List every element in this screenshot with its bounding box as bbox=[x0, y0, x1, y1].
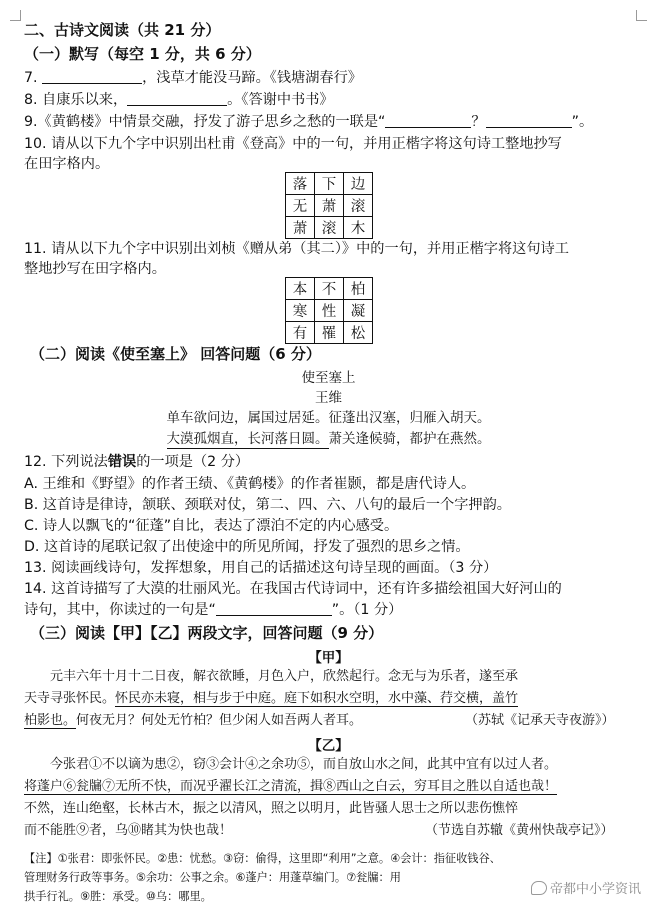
grid-cell: 木 bbox=[344, 217, 373, 239]
passage-yi-line-3: 不然，连山绝壑，长林古木，振之以清风，照之以明月，此皆骚人思士之所以悲伤憔悴 bbox=[24, 801, 519, 816]
passage-jia-label: 【甲】 bbox=[308, 650, 349, 666]
passage-yi-line-2 bbox=[24, 778, 557, 796]
char-grid-2 bbox=[285, 277, 373, 344]
question-10-line1: 10. 请从以下九个字中识别出杜甫《登高》中的一句，并用正楷字将这句诗工整地抄写 bbox=[24, 136, 562, 152]
grid-cell: 落 bbox=[286, 173, 315, 195]
watermark: 帝都中小学资讯 bbox=[531, 878, 641, 897]
poem-line-1: 单车欲问边，属国过居延。征蓬出汉塞，归雁入胡天。 bbox=[166, 410, 491, 426]
poem-line-2: 大漠孤烟直，长河落日圆。萧关逢候骑，都护在燕然。 bbox=[166, 431, 491, 447]
grid-cell: 有 bbox=[286, 322, 315, 344]
answer-blank[interactable] bbox=[385, 113, 471, 128]
passage-yi-line-4: 而不能胜⑨者，乌⑩睹其为快也哉！ bbox=[24, 823, 233, 838]
question-12: 12. 下列说法错误的一项是（2 分） bbox=[24, 454, 250, 470]
passage-yi-label: 【乙】 bbox=[308, 738, 349, 754]
question-10-line2: 在田字格内。 bbox=[24, 156, 110, 172]
grid-cell: 不 bbox=[315, 278, 344, 300]
underlined-verse: 大漠孤烟直，长河落日圆。 bbox=[166, 431, 329, 447]
question-7: 7. ，浅草才能没马蹄。《钱塘湖春行》 bbox=[24, 70, 362, 86]
passage-jia-source: （苏轼《记承天寺夜游》） bbox=[465, 713, 615, 728]
answer-blank[interactable] bbox=[216, 601, 332, 616]
section-title: 二、古诗文阅读（共 21 分） bbox=[24, 21, 221, 39]
grid-cell: 无 bbox=[286, 195, 315, 217]
question-9: 9.《黄鹤楼》中情景交融，抒发了游子思乡之愁的一联是“ ？ ”。 bbox=[24, 114, 594, 130]
poem-title: 使至塞上 bbox=[301, 370, 356, 386]
grid-cell: 罹 bbox=[315, 322, 344, 344]
underlined-sentence: 将蓬户⑥瓮牖⑦无所不快，而况乎濯长江之清流，揖⑧西山之白云，穷耳目之胜以自适也哉！ bbox=[24, 779, 558, 794]
grid-cell: 边 bbox=[344, 173, 373, 195]
notes-line-1: 【注】①张君：即张怀民。②患：忧愁。③窃：偷得，这里即“利用”之意。④会计：指征收钱谷、 bbox=[24, 852, 501, 865]
part3-title: （三）阅读【甲】【乙】两段文字，回答问题（9 分） bbox=[30, 624, 384, 642]
crop-mark-top-left bbox=[10, 10, 21, 21]
question-13: 13. 阅读画线诗句，发挥想象，用自己的话描述这句诗呈现的画面。（3 分） bbox=[24, 560, 498, 576]
grid-cell: 本 bbox=[286, 278, 315, 300]
question-14-line1: 14. 这首诗描写了大漠的壮丽风光。在我国古代诗词中，还有许多描绘祖国大好河山的 bbox=[24, 581, 562, 597]
grid-cell: 下 bbox=[315, 173, 344, 195]
answer-blank[interactable] bbox=[42, 69, 142, 84]
answer-blank[interactable] bbox=[486, 113, 572, 128]
question-8: 8. 自康乐以来， 。《答谢中书书》 bbox=[24, 92, 334, 108]
grid-cell: 凝 bbox=[344, 300, 373, 322]
passage-yi-line-1: 今张君①不以谪为患②，窃③会计④之余功⑤，而自放山水之间，此其中宜有以过人者。 bbox=[50, 757, 558, 772]
passage-jia-line-2: 天寺寻张怀民。怀民亦未寝，相与步于中庭。庭下如积水空明，水中藻、荇交横，盖竹 bbox=[24, 691, 519, 706]
grid-cell: 性 bbox=[315, 300, 344, 322]
part1-title: （一）默写（每空 1 分，共 6 分） bbox=[24, 45, 261, 63]
grid-cell: 滚 bbox=[315, 217, 344, 239]
chat-bubble-icon bbox=[531, 881, 547, 895]
grid-cell: 萧 bbox=[286, 217, 315, 239]
question-11-line1: 11. 请从以下九个字中识别出刘桢《赠从弟（其二）》中的一句，并用正楷字将这句诗工 bbox=[24, 241, 569, 257]
char-grid-1 bbox=[285, 172, 373, 239]
underlined-sentence: 柏影也。 bbox=[24, 713, 77, 728]
grid-cell: 松 bbox=[344, 322, 373, 344]
poem-author: 王维 bbox=[315, 390, 342, 406]
option-a[interactable]: A. 王维和《野望》的作者王绩、《黄鹤楼》的作者崔颢，都是唐代诗人。 bbox=[24, 476, 476, 492]
grid-cell: 滚 bbox=[344, 195, 373, 217]
answer-blank[interactable] bbox=[127, 91, 227, 106]
notes-line-2: 管理财务行政等事务。⑤余功：公事之余。⑥蓬户：用蓬草编门。⑦瓮牖：用 bbox=[24, 871, 401, 884]
grid-cell: 寒 bbox=[286, 300, 315, 322]
question-14-line2: 诗句，其中，你读过的一句是“ ”。（1 分） bbox=[24, 602, 403, 618]
option-b[interactable]: B. 这首诗是律诗，颔联、颈联对仗，第二、四、六、八句的最后一个字押韵。 bbox=[24, 497, 511, 513]
underlined-sentence: 庭下如积水空明，水中藻、荇交横，盖竹 bbox=[284, 691, 519, 706]
underlined-sentence: 怀民亦未寝，相与步于中庭。 bbox=[115, 691, 285, 706]
option-c[interactable]: C. 诗人以飘飞的“征蓬”自比，表达了漂泊不定的内心感受。 bbox=[24, 518, 399, 534]
crop-mark-top-right bbox=[636, 10, 647, 21]
passage-jia-line-3: 柏影也。何夜无月？何处无竹柏？但少闲人如吾两人者耳。 bbox=[24, 713, 363, 728]
question-11-line2: 整地抄写在田字格内。 bbox=[24, 261, 166, 277]
passage-jia-line-1: 元丰六年十月十二日夜，解衣欲睡，月色入户，欣然起行。念无与为乐者，遂至承 bbox=[50, 669, 519, 684]
option-d[interactable]: D. 这首诗的尾联记叙了出使途中的所见所闻，抒发了强烈的思乡之情。 bbox=[24, 539, 470, 555]
notes-line-3: 拱手行礼。⑨胜：承受。⑩乌：哪里。 bbox=[24, 890, 212, 903]
grid-cell: 柏 bbox=[344, 278, 373, 300]
passage-yi-source: （节选自苏辙《黄州快哉亭记》） bbox=[425, 823, 614, 838]
part2-title: （二）阅读《使至塞上》 回答问题（6 分） bbox=[30, 345, 321, 363]
grid-cell: 萧 bbox=[315, 195, 344, 217]
